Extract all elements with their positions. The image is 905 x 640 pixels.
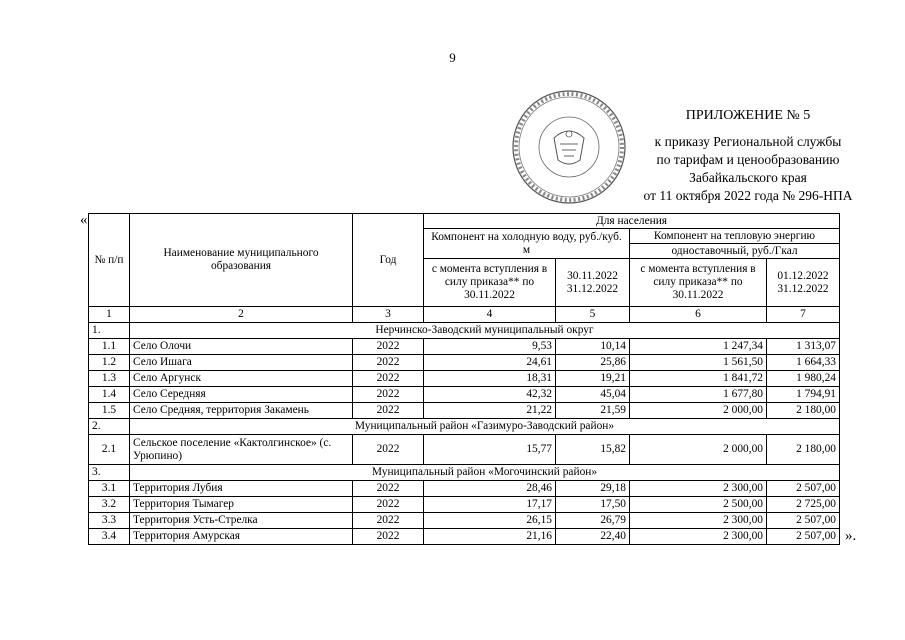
closing-quote: ». xyxy=(845,528,857,544)
row-year-cell: 2022 xyxy=(353,497,424,513)
row-heat-period-cell: 1 980,24 xyxy=(767,371,840,387)
header-sub-from-1: с момента вступления в силу приказа** по 30.11.2022 xyxy=(424,259,556,307)
row-heat-period-cell: 2 507,00 xyxy=(767,529,840,545)
header-num: № п/п xyxy=(89,214,130,307)
row-heat-from-cell: 2 500,00 xyxy=(630,497,767,513)
group-row xyxy=(89,323,840,339)
row-name-cell: Сельское поселение «Кактолгинское» (с. Урюпино) xyxy=(130,435,353,465)
row-heat-period-cell: 1 794,91 xyxy=(767,387,840,403)
header-sub-from-2: с момента вступления в силу приказа** по 30.11.2022 xyxy=(630,259,767,307)
row-name-cell: Село Олочи xyxy=(130,339,353,355)
row-heat-period-cell: 1 664,33 xyxy=(767,355,840,371)
group-num: 3. xyxy=(89,465,130,481)
appendix-line-1: к приказу Региональной службы xyxy=(654,134,842,149)
table-row xyxy=(89,355,840,371)
group-title: Муниципальный район «Газимуро-Заводский район» xyxy=(130,419,840,435)
header-heat-energy-1: Компонент на тепловую энергию xyxy=(630,229,840,244)
header-name: Наименование муниципального образования xyxy=(130,214,353,307)
row-cold-water-from-cell: 21,22 xyxy=(424,403,556,419)
row-year-cell: 2022 xyxy=(353,339,424,355)
table-row xyxy=(89,529,840,545)
header-sub-period-1: 30.11.2022 31.12.2022 xyxy=(556,259,630,307)
row-heat-from-cell: 1 247,34 xyxy=(630,339,767,355)
row-name-cell: Село Аргунск xyxy=(130,371,353,387)
row-year-cell: 2022 xyxy=(353,481,424,497)
row-name-cell: Территория Лубия xyxy=(130,481,353,497)
row-heat-from-cell: 2 300,00 xyxy=(630,481,767,497)
row-cold-water-from-cell: 18,31 xyxy=(424,371,556,387)
col-number-cell: 6 xyxy=(630,307,767,323)
header-sub-period-2: 01.12.2022 31.12.2022 xyxy=(767,259,840,307)
row-cold-water-period-cell: 25,86 xyxy=(556,355,630,371)
row-year-cell: 2022 xyxy=(353,435,424,465)
appendix-line-4: от 11 октября 2022 года № 296-НПА xyxy=(643,188,853,203)
appendix-line-2: по тарифам и ценообразованию xyxy=(656,152,840,167)
row-year-cell: 2022 xyxy=(353,529,424,545)
row-cold-water-period-cell: 10,14 xyxy=(556,339,630,355)
col-number-cell: 4 xyxy=(424,307,556,323)
table-row xyxy=(89,435,840,465)
row-year-cell: 2022 xyxy=(353,387,424,403)
row-num-cell: 1.5 xyxy=(89,403,130,419)
header-population: Для населения xyxy=(424,214,840,229)
col-number-cell: 7 xyxy=(767,307,840,323)
row-name-cell: Село Середняя xyxy=(130,387,353,403)
row-num-cell: 3.3 xyxy=(89,513,130,529)
group-row xyxy=(89,419,840,435)
row-cold-water-period-cell: 17,50 xyxy=(556,497,630,513)
row-heat-period-cell: 2 180,00 xyxy=(767,403,840,419)
row-cold-water-period-cell: 26,79 xyxy=(556,513,630,529)
column-number-row xyxy=(89,307,840,323)
row-name-cell: Территория Амурская xyxy=(130,529,353,545)
header-cold-water: Компонент на холодную воду, руб./куб. м xyxy=(424,229,630,259)
row-num-cell: 3.4 xyxy=(89,529,130,545)
col-number-cell: 5 xyxy=(556,307,630,323)
row-heat-from-cell: 2 000,00 xyxy=(630,435,767,465)
row-heat-period-cell: 1 313,07 xyxy=(767,339,840,355)
col-number-cell: 1 xyxy=(89,307,130,323)
row-name-cell: Село Средняя, территория Закамень xyxy=(130,403,353,419)
group-title: Нерчинско-Заводский муниципальный округ xyxy=(130,323,840,339)
row-num-cell: 1.4 xyxy=(89,387,130,403)
row-heat-from-cell: 1 677,80 xyxy=(630,387,767,403)
row-heat-period-cell: 2 507,00 xyxy=(767,481,840,497)
group-num: 2. xyxy=(89,419,130,435)
table-row xyxy=(89,403,840,419)
row-cold-water-period-cell: 21,59 xyxy=(556,403,630,419)
row-cold-water-from-cell: 17,17 xyxy=(424,497,556,513)
row-num-cell: 3.2 xyxy=(89,497,130,513)
row-heat-period-cell: 2 725,00 xyxy=(767,497,840,513)
row-cold-water-period-cell: 19,21 xyxy=(556,371,630,387)
row-num-cell: 1.2 xyxy=(89,355,130,371)
page-number: 9 xyxy=(449,50,456,65)
row-year-cell: 2022 xyxy=(353,355,424,371)
appendix-header xyxy=(598,107,898,205)
row-cold-water-period-cell: 45,04 xyxy=(556,387,630,403)
row-num-cell: 1.1 xyxy=(89,339,130,355)
row-heat-from-cell: 2 300,00 xyxy=(630,513,767,529)
table-row xyxy=(89,371,840,387)
group-title: Муниципальный район «Могочинский район» xyxy=(130,465,840,481)
row-heat-period-cell: 2 507,00 xyxy=(767,513,840,529)
appendix-title: ПРИЛОЖЕНИЕ № 5 xyxy=(685,108,811,123)
appendix-line-3: Забайкальского края xyxy=(689,170,807,185)
col-number-cell: 2 xyxy=(130,307,353,323)
row-name-cell: Село Ишага xyxy=(130,355,353,371)
row-heat-period-cell: 2 180,00 xyxy=(767,435,840,465)
row-year-cell: 2022 xyxy=(353,371,424,387)
table-row xyxy=(89,497,840,513)
header-year: Год xyxy=(353,214,424,307)
col-number-cell: 3 xyxy=(353,307,424,323)
table-row xyxy=(89,387,840,403)
row-cold-water-period-cell: 22,40 xyxy=(556,529,630,545)
row-heat-from-cell: 2 000,00 xyxy=(630,403,767,419)
table-row xyxy=(89,481,840,497)
group-row xyxy=(89,465,840,481)
group-num: 1. xyxy=(89,323,130,339)
row-heat-from-cell: 1 561,50 xyxy=(630,355,767,371)
row-year-cell: 2022 xyxy=(353,403,424,419)
row-heat-from-cell: 1 841,72 xyxy=(630,371,767,387)
row-num-cell: 1.3 xyxy=(89,371,130,387)
row-heat-from-cell: 2 300,00 xyxy=(630,529,767,545)
opening-quote: « xyxy=(80,212,88,228)
tariff-table xyxy=(88,213,840,545)
row-cold-water-period-cell: 29,18 xyxy=(556,481,630,497)
row-name-cell: Территория Усть-Стрелка xyxy=(130,513,353,529)
table-row xyxy=(89,513,840,529)
row-cold-water-from-cell: 9,53 xyxy=(424,339,556,355)
row-num-cell: 3.1 xyxy=(89,481,130,497)
row-cold-water-period-cell: 15,82 xyxy=(556,435,630,465)
row-cold-water-from-cell: 42,32 xyxy=(424,387,556,403)
row-cold-water-from-cell: 26,15 xyxy=(424,513,556,529)
row-cold-water-from-cell: 24,61 xyxy=(424,355,556,371)
row-year-cell: 2022 xyxy=(353,513,424,529)
row-cold-water-from-cell: 15,77 xyxy=(424,435,556,465)
table-row xyxy=(89,339,840,355)
row-name-cell: Территория Тымагер xyxy=(130,497,353,513)
header-heat-energy-2: одноставочный, руб./Гкал xyxy=(630,244,840,259)
row-cold-water-from-cell: 28,46 xyxy=(424,481,556,497)
row-num-cell: 2.1 xyxy=(89,435,130,465)
row-cold-water-from-cell: 21,16 xyxy=(424,529,556,545)
